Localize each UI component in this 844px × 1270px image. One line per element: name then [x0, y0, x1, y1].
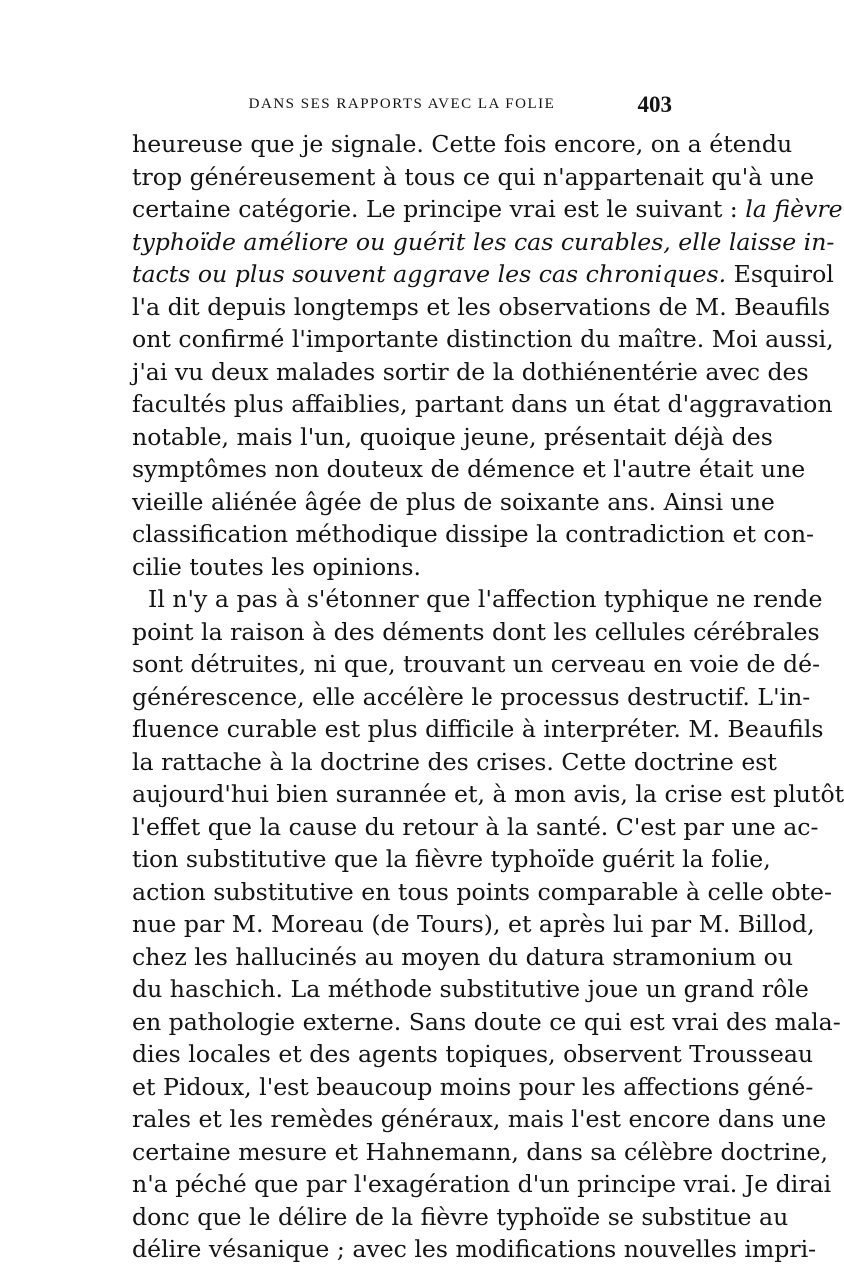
- text-line: [132, 356, 809, 389]
- text-segment: trop généreusement à tous ce qui n'appartenait qu'à une: [132, 162, 815, 191]
- text-line: [132, 323, 834, 356]
- text-segment: générescence, elle accélère le processus destructif. L'in-: [132, 682, 811, 711]
- text-segment: tion substitutive que la fièvre typhoïde guérit la folie,: [132, 845, 771, 873]
- text-segment: j'ai vu deux malades sortir de la dothiénentérie avec des: [132, 357, 809, 386]
- text-segment: facultés plus affaiblies, partant dans un état d'aggravation: [132, 390, 833, 418]
- text-line: [132, 193, 843, 226]
- page-number: 403: [637, 92, 672, 117]
- text-line: [132, 648, 821, 681]
- italic-text: typhoïde améliore ou guérit les cas curables, elle laisse in-: [132, 227, 835, 256]
- text-segment: Esquirol: [726, 260, 834, 288]
- body-text: [132, 128, 844, 1266]
- text-segment: et Pidoux, l'est beaucoup moins pour les affections géné-: [132, 1072, 814, 1101]
- text-segment: cilie toutes les opinions.: [132, 552, 421, 581]
- text-line: [132, 1103, 827, 1136]
- paragraph: [132, 128, 843, 583]
- text-line: [132, 453, 806, 486]
- text-segment: certaine mesure et Hahnemann, dans sa célèbre doctrine,: [132, 1137, 829, 1166]
- text-line: [132, 1006, 841, 1039]
- text-line: [132, 258, 834, 291]
- text-line: [132, 1168, 832, 1201]
- text-segment: ont confirmé l'importante distinction du maître. Moi aussi,: [132, 325, 834, 353]
- text-segment: la rattache à la doctrine des crises. Cette doctrine est: [132, 747, 777, 776]
- text-line: [132, 388, 833, 421]
- text-line: [132, 551, 672, 584]
- text-line: [132, 908, 815, 941]
- text-segment: heureuse que je signale. Cette fois encore, on a étendu: [132, 130, 793, 158]
- text-line: [132, 486, 775, 519]
- text-line: [132, 1071, 814, 1104]
- text-line: [132, 1038, 814, 1071]
- paragraph: [132, 583, 844, 1266]
- text-line: [132, 161, 815, 194]
- text-segment: nue par M. Moreau (de Tours), et après lui par M. Billod,: [132, 910, 815, 938]
- text-line: [132, 421, 773, 454]
- text-segment: délire vésanique ; avec les modifications nouvelles impri-: [132, 1235, 817, 1263]
- text-segment: l'effet que la cause du retour à la santé. C'est par une ac-: [132, 812, 819, 841]
- text-line: [132, 616, 820, 649]
- text-segment: point la raison à des déments dont les cellules cérébrales: [132, 617, 820, 646]
- text-segment: dies locales et des agents topiques, observent Trousseau: [132, 1040, 814, 1068]
- text-segment: notable, mais l'un, quoique jeune, présentait déjà des: [132, 422, 773, 451]
- text-segment: donc que le délire de la fièvre typhoïde se substitue au: [132, 1202, 789, 1231]
- text-line: [132, 518, 815, 551]
- text-segment: fluence curable est plus difficile à interpréter. M. Beaufils: [132, 715, 824, 743]
- text-line: [132, 1233, 817, 1266]
- text-line: [132, 876, 832, 909]
- italic-text: tacts ou plus souvent aggrave les cas chroniques.: [132, 260, 727, 288]
- text-line: [132, 583, 823, 616]
- text-line: [132, 973, 809, 1006]
- text-segment: rales et les remèdes généraux, mais l'est encore dans une: [132, 1105, 827, 1133]
- text-line: [132, 778, 844, 811]
- running-title: DANS SES RAPPORTS AVEC LA FOLIE: [248, 96, 556, 112]
- text-segment: symptômes non douteux de démence et l'autre était une: [132, 455, 806, 483]
- italic-text: la fièvre: [745, 195, 843, 223]
- text-line: [132, 811, 819, 844]
- text-line: [132, 713, 824, 746]
- text-segment: chez les hallucinés au moyen du datura stramonium ou: [132, 942, 794, 971]
- text-line: [132, 843, 771, 876]
- text-segment: aujourd'hui bien surannée et, à mon avis, la crise est plutôt: [132, 780, 844, 808]
- text-segment: sont détruites, ni que, trouvant un cerveau en voie de dé-: [132, 650, 821, 678]
- text-segment: action substitutive en tous points comparable à celle obte-: [132, 877, 832, 906]
- text-line: [132, 128, 793, 161]
- text-line: [132, 1136, 829, 1169]
- text-segment: vieille aliénée âgée de plus de soixante ans. Ainsi une: [132, 487, 775, 516]
- text-line: [132, 746, 777, 779]
- text-segment: n'a péché que par l'exagération d'un principe vrai. Je dirai: [132, 1170, 832, 1198]
- running-head: [132, 92, 672, 122]
- text-segment: Il n'y a pas à s'étonner que l'affection typhique ne rende: [148, 585, 823, 613]
- text-segment: en pathologie externe. Sans doute ce qui est vrai des mala-: [132, 1007, 841, 1036]
- text-line: [132, 226, 835, 259]
- text-line: [132, 1201, 789, 1234]
- text-segment: l'a dit depuis longtemps et les observations de M. Beaufils: [132, 292, 831, 321]
- text-line: [132, 291, 831, 324]
- text-segment: classification méthodique dissipe la contradiction et con-: [132, 520, 815, 548]
- text-line: [132, 941, 794, 974]
- text-line: [132, 681, 811, 714]
- text-segment: du haschich. La méthode substitutive joue un grand rôle: [132, 975, 809, 1003]
- text-segment: certaine catégorie. Le principe vrai est le suivant :: [132, 195, 746, 223]
